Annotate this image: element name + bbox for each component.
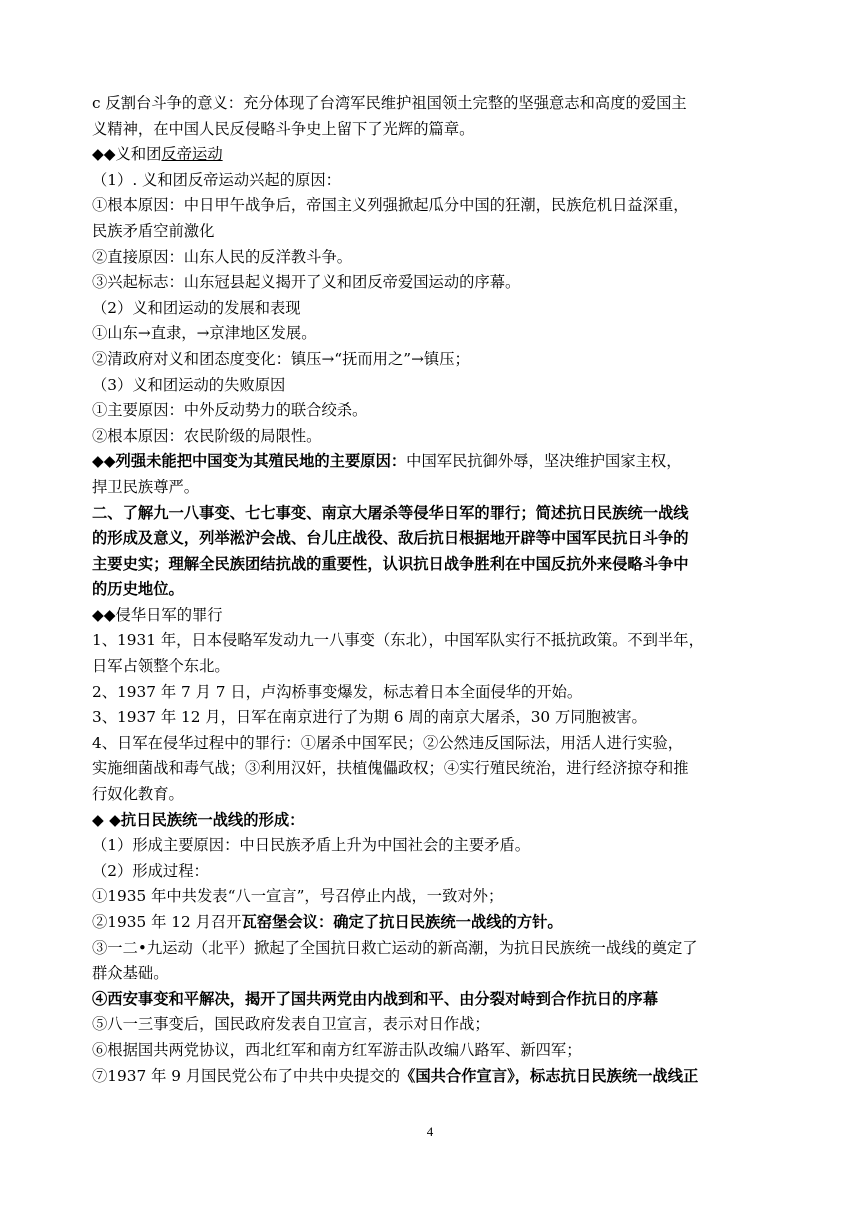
text-line <box>92 475 770 501</box>
text-line <box>92 1012 770 1038</box>
text-line <box>92 731 770 757</box>
text-line <box>92 424 770 450</box>
text-run: 《国共合作宣言》，标志抗日民族统一战线正 <box>400 1066 699 1085</box>
text-line <box>92 296 770 322</box>
text-run: ②直接原因：山东人民的反洋教斗争。 <box>92 247 353 266</box>
text-line <box>92 193 770 219</box>
document-body <box>92 91 770 1089</box>
text-line <box>92 398 770 424</box>
text-run: ③一二•九运动（北平）掀起了全国抗日救亡运动的新高潮，为抗日民族统一战线的奠定了 <box>92 938 698 957</box>
text-line <box>92 808 770 834</box>
text-line <box>92 1038 770 1064</box>
text-line <box>92 859 770 885</box>
text-run: （2）义和团运动的发展和表现 <box>92 298 301 317</box>
text-run: ①主要原因：中外反动势力的联合绞杀。 <box>92 401 368 420</box>
text-run: ◆◆侵华日军的罪行 <box>92 605 223 624</box>
text-run: ◆ ◆抗日民族统一战线的形成： <box>92 810 305 829</box>
text-run: 义精神，在中国人民反侵略斗争史上留下了光辉的篇章。 <box>92 119 475 138</box>
text-line <box>92 628 770 654</box>
text-run: （1）形成主要原因：中日民族矛盾上升为中国社会的主要矛盾。 <box>92 836 531 855</box>
text-line <box>92 117 770 143</box>
text-run: ◆◆列强未能把中国变为其殖民地的主要原因： <box>92 452 407 471</box>
text-line <box>92 987 770 1013</box>
text-line <box>92 501 770 527</box>
text-line <box>92 526 770 552</box>
text-run: 中国军民抗御外辱，坚决维护国家主权， <box>406 452 682 471</box>
text-run: 1、1931 年，日本侵略军发动九一八事变（东北），中国军队实行不抵抗政策。不到半年， <box>92 631 704 650</box>
text-line <box>92 552 770 578</box>
text-run: 的形成及意义，列举淞沪会战、台儿庄战役、敌后抗日根据地开辟等中国军民抗日斗争的 <box>92 529 689 548</box>
text-run: 实施细菌战和毒气战；③利用汉奸，扶植傀儡政权；④实行殖民统治，进行经济掠夺和推 <box>92 759 689 778</box>
text-run: ②1935 年 12 月召开 <box>92 913 242 931</box>
text-line <box>92 321 770 347</box>
text-run: ②清政府对义和团态度变化：镇压→“抚而用之”→镇压； <box>92 349 470 368</box>
text-run: ①1935 年中共发表“八一宣言”，号召停止内战，一致对外； <box>92 887 504 906</box>
text-line <box>92 373 770 399</box>
text-run: 3、1937 年 12 月，日军在南京进行了为期 6 周的南京大屠杀，30 万同胞被害。 <box>92 708 647 727</box>
text-run: c 反割台斗争的意义：充分体现了台湾军民维护祖国领土完整的坚强意志和高度的爱国主 <box>92 94 687 112</box>
text-run: ◆◆义和团 <box>92 145 162 164</box>
text-run: 行奴化教育。 <box>92 785 184 804</box>
text-run: 捍卫民族尊严。 <box>92 477 200 496</box>
text-run: 2、1937 年 7 月 7 日，卢沟桥事变爆发，标志着日本全面侵华的开始。 <box>92 682 583 701</box>
text-line <box>92 245 770 271</box>
text-line <box>92 91 770 117</box>
text-run: 反帝运动 <box>161 145 223 164</box>
text-line <box>92 449 770 475</box>
text-run: （1）. 义和团反帝运动兴起的原因： <box>92 170 341 189</box>
text-run: ③兴起标志：山东冠县起义揭开了义和团反帝爱国运动的序幕。 <box>92 273 521 292</box>
text-line <box>92 961 770 987</box>
text-line <box>92 1064 770 1090</box>
text-line <box>92 884 770 910</box>
text-run: 的历史地位。 <box>92 580 184 599</box>
text-run: 民族矛盾空前激化 <box>92 221 215 240</box>
text-line <box>92 577 770 603</box>
text-run: ⑥根据国共两党协议，西北红军和南方红军游击队改编八路军、新四军； <box>92 1040 582 1059</box>
text-run: （2）形成过程： <box>92 861 209 880</box>
text-line <box>92 142 770 168</box>
page-number: 4 <box>426 1124 434 1139</box>
text-line <box>92 680 770 706</box>
text-run: 4、日军在侵华过程中的罪行：①屠杀中国军民；②公然违反国际法，用活人进行实验， <box>92 733 684 752</box>
text-line <box>92 219 770 245</box>
text-run: ①山东→直隶，→京津地区发展。 <box>92 324 317 343</box>
text-run: ②根本原因：农民阶级的局限性。 <box>92 426 322 445</box>
text-line <box>92 347 770 373</box>
text-run: （3）义和团运动的失败原因 <box>92 375 286 394</box>
text-run: ⑦1937 年 9 月国民党公布了中共中央提交的 <box>92 1066 401 1085</box>
text-line <box>92 756 770 782</box>
text-line <box>92 603 770 629</box>
text-line <box>92 270 770 296</box>
text-run: 群众基础。 <box>92 964 169 983</box>
text-run: ④西安事变和平解决，揭开了国共两党由内战到和平、由分裂对峙到合作抗日的序幕 <box>92 989 658 1008</box>
text-run: 二、了解九一八事变、七七事变、南京大屠杀等侵华日军的罪行；简述抗日民族统一战线 <box>92 503 689 522</box>
text-line <box>92 654 770 680</box>
text-run: 主要史实；理解全民族团结抗战的重要性，认识抗日战争胜利在中国反抗外来侵略斗争中 <box>92 554 689 573</box>
text-line <box>92 910 770 936</box>
text-run: ①根本原因：中日甲午战争后，帝国主义列强掀起瓜分中国的狂潮，民族危机日益深重， <box>92 196 689 215</box>
text-line <box>92 833 770 859</box>
text-line <box>92 705 770 731</box>
text-run: ⑤八一三事变后，国民政府发表自卫宣言，表示对日作战； <box>92 1015 490 1034</box>
text-run: 日军占领整个东北。 <box>92 657 230 676</box>
text-line <box>92 936 770 962</box>
text-run: 瓦窑堡会议：确定了抗日民族统一战线的方针。 <box>241 913 563 931</box>
text-line <box>92 168 770 194</box>
text-line <box>92 782 770 808</box>
